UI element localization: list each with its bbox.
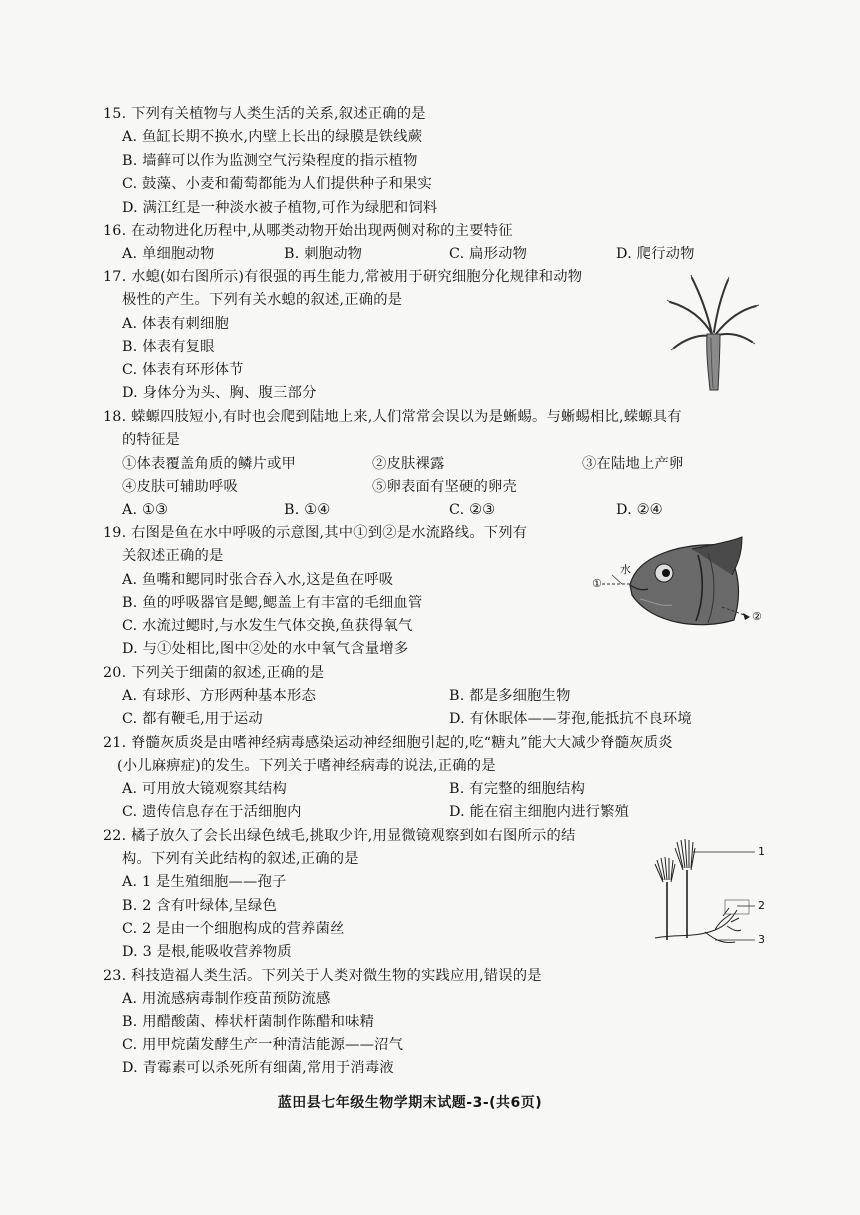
q19-stem-line1: 19. 右图是鱼在水中呼吸的示意图,其中①到②是水流路线。下列有 [103, 525, 528, 541]
q23-option-d: D. 青霉素可以杀死所有细菌,常用于消毒液 [122, 1060, 394, 1076]
q18-stem-line1: 18. 蝾螈四肢短小,有时也会爬到陆地上来,人们常常会误以为是蜥蜴。与蜥蜴相比,蝾螈具有 [103, 409, 682, 425]
q21-option-c: C. 遗传信息存在于活细胞内 [122, 804, 302, 820]
q23-option-c: C. 用甲烷菌发酵生产一种清洁能源——沼气 [122, 1037, 404, 1053]
q18-option-a: A. ①③ [122, 502, 169, 518]
q15-option-a: A. 鱼缸长期不换水,内壁上长出的绿膜是铁线蕨 [122, 129, 423, 145]
q18-statement-3: ③在陆地上产卵 [582, 456, 684, 472]
q22-option-c: C. 2 是由一个细胞构成的营养菌丝 [122, 921, 345, 937]
q18-stem-line2: 的特征是 [122, 432, 180, 448]
q20-option-c: C. 都有鞭毛,用于运动 [122, 711, 263, 727]
q17-option-c: C. 体表有环形体节 [122, 362, 244, 378]
q17-stem-line1: 17. 水螅(如右图所示)有很强的再生能力,常被用于研究细胞分化规律和动物 [103, 269, 583, 285]
q19-option-a: A. 鱼嘴和鳃同时张合吞入水,这是鱼在呼吸 [122, 572, 394, 588]
q18-statement-2: ②皮肤裸露 [372, 456, 445, 472]
q16-option-a: A. 单细胞动物 [122, 246, 215, 262]
q23-option-b: B. 用醋酸菌、棒状杆菌制作陈醋和味精 [122, 1014, 375, 1030]
q18-option-c: C. ②③ [449, 502, 496, 518]
mold-illustration [645, 830, 770, 955]
q17-stem-line2: 极性的产生。下列有关水螅的叙述,正确的是 [122, 292, 403, 308]
fish-breathing-figure [592, 535, 767, 635]
q18-statement-4: ④皮肤可辅助呼吸 [122, 479, 238, 495]
q22-stem-line1: 22. 橘子放久了会长出绿色绒毛,挑取少许,用显微镜观察到如右图所示的结 [103, 828, 576, 844]
q18-statement-1: ①体表覆盖角质的鳞片或甲 [122, 456, 296, 472]
q16-option-b: B. 刺胞动物 [284, 246, 363, 262]
q18-option-b: B. ①④ [284, 502, 331, 518]
q18-statement-5: ⑤卵表面有坚硬的卵壳 [372, 479, 517, 495]
q21-option-d: D. 能在宿主细胞内进行繁殖 [449, 804, 630, 820]
q22-option-b: B. 2 含有叶绿体,呈绿色 [122, 898, 277, 914]
q20-stem: 20. 下列关于细菌的叙述,正确的是 [103, 665, 325, 681]
q19-stem-line2: 关叙述正确的是 [122, 548, 224, 564]
q17-option-d: D. 身体分为头、胸、腹三部分 [122, 385, 317, 401]
q18-option-d: D. ②④ [616, 502, 663, 518]
q20-option-d: D. 有休眠体——芽孢,能抵抗不良环境 [449, 711, 692, 727]
q21-stem-line1: 21. 脊髓灰质炎是由嗜神经病毒感染运动神经细胞引起的,吃“糖丸”能大大减少脊髓灰质炎 [103, 735, 673, 751]
q19-option-b: B. 鱼的呼吸器官是鳃,鳃盖上有丰富的毛细血管 [122, 595, 423, 611]
fish-illustration [592, 535, 767, 635]
mold-structure-figure [645, 830, 770, 955]
q22-option-d: D. 3 是根,能吸收营养物质 [122, 944, 292, 960]
q22-option-a: A. 1 是生殖细胞——孢子 [122, 874, 287, 890]
hydra-figure [662, 272, 762, 394]
q23-option-a: A. 用流感病毒制作疫苗预防流感 [122, 991, 331, 1007]
fish-label-2: ② [752, 610, 762, 623]
mold-label-3: 3 [758, 933, 765, 946]
q17-option-a: A. 体表有刺细胞 [122, 316, 229, 332]
q15-option-d: D. 满江红是一种淡水被子植物,可作为绿肥和饲料 [122, 200, 438, 216]
q21-stem-line2: (小儿麻痹症)的发生。下列关于嗜神经病毒的说法,正确的是 [117, 758, 496, 774]
q19-option-d: D. 与①处相比,图中②处的水中氧气含量增多 [122, 641, 409, 657]
page-footer: 蓝田县七年级生物学期末试题-3-(共6页) [277, 1095, 543, 1111]
q15-option-c: C. 鼓藻、小麦和葡萄都能为人们提供种子和果实 [122, 176, 433, 192]
fish-water-label: 水 [620, 563, 631, 576]
q15-option-b: B. 墙藓可以作为监测空气污染程度的指示植物 [122, 153, 418, 169]
q17-option-b: B. 体表有复眼 [122, 339, 215, 355]
q16-option-c: C. 扁形动物 [449, 246, 528, 262]
fish-label-1: ① [592, 577, 602, 590]
q21-option-b: B. 有完整的细胞结构 [449, 781, 586, 797]
q21-option-a: A. 可用放大镜观察其结构 [122, 781, 287, 797]
q19-option-c: C. 水流过鳃时,与水发生气体交换,鱼获得氧气 [122, 618, 413, 634]
q16-stem: 16. 在动物进化历程中,从哪类动物开始出现两侧对称的主要特征 [103, 223, 513, 239]
q20-option-a: A. 有球形、方形两种基本形态 [122, 688, 316, 704]
q16-option-d: D. 爬行动物 [616, 246, 695, 262]
q20-option-b: B. 都是多细胞生物 [449, 688, 571, 704]
q23-stem: 23. 科技造福人类生活。下列关于人类对微生物的实践应用,错误的是 [103, 968, 542, 984]
mold-label-2: 2 [758, 899, 765, 912]
q22-stem-line2: 构。下列有关此结构的叙述,正确的是 [122, 851, 359, 867]
q15-stem: 15. 下列有关植物与人类生活的关系,叙述正确的是 [103, 106, 426, 122]
mold-label-1: 1 [758, 845, 765, 858]
